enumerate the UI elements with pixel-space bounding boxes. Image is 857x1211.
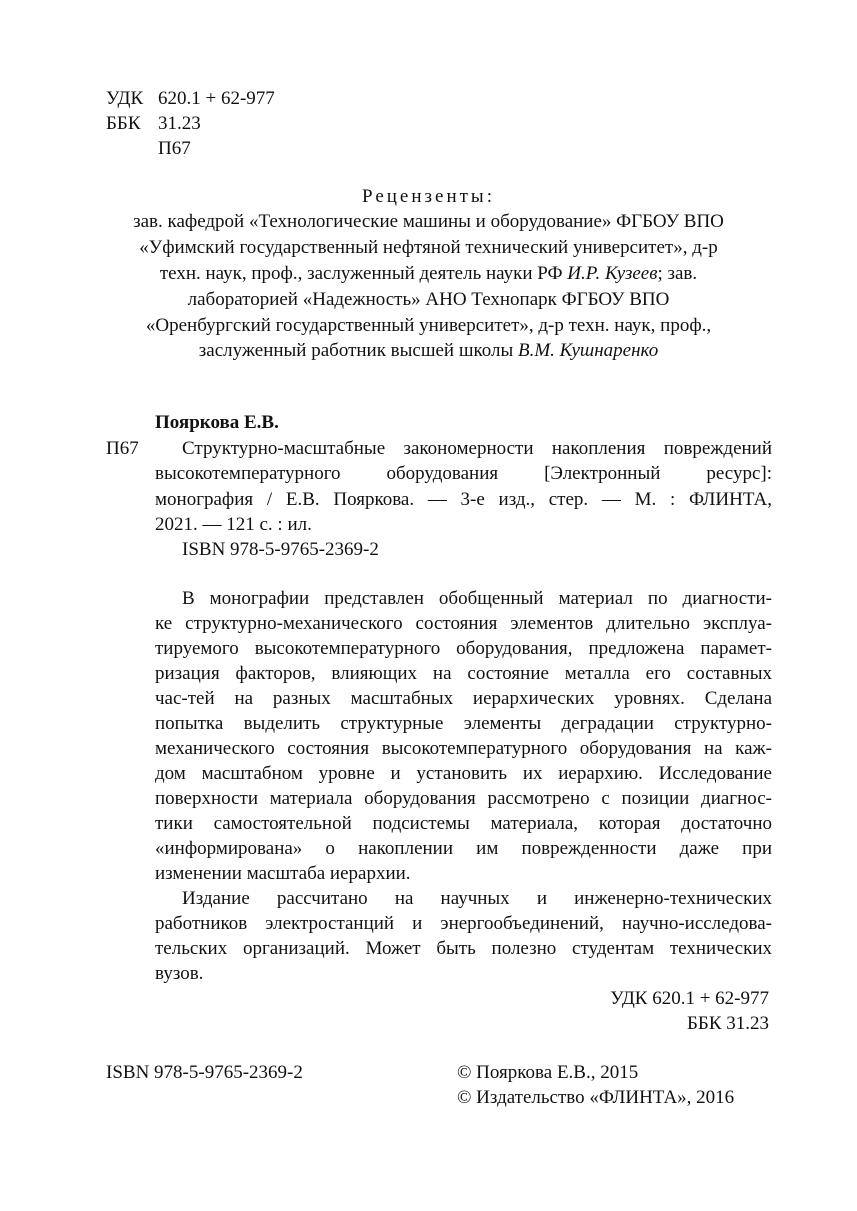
abstract-line: тики самостоятельной подсистемы материала, которая достаточно [155, 813, 772, 834]
bbk-label: ББК [106, 113, 141, 134]
bib-isbn: ISBN 978-5-9765-2369-2 [182, 539, 379, 560]
reviewer-line: лабораторией «Надежность» АНО Технопарк ФГБОУ ВПО [187, 289, 670, 310]
abstract-line: ке структурно-механического состояния элементов длительно эксплуа- [155, 613, 772, 634]
abstract-line: тируемого высокотемпературного оборудования, предложена парамет- [155, 638, 772, 659]
abstract-line: попытка выделить структурные элементы деградации структурно- [155, 713, 772, 734]
udk-code [106, 86, 275, 111]
imprint-isbn: ISBN 978-5-9765-2369-2 [106, 1062, 303, 1083]
reviewer-name: В.М. Кушнаренко [517, 340, 659, 361]
bbk-code [106, 111, 201, 136]
reviewers-heading: Рецензенты: [362, 186, 495, 207]
abstract-line: изменении масштаба иерархии. [155, 863, 411, 884]
reviewer-line-text: ; зав. [657, 263, 698, 284]
abstract-line: работников электростанций и энергообъединений, научно-исследова- [155, 913, 772, 934]
footer-udk: УДК 620.1 + 62-977 [610, 988, 769, 1009]
abstract-line: дом масштабном уровне и установить их иерархию. Исследование [155, 763, 772, 784]
reviewer-line: зав. кафедрой «Технологические машины и оборудование» ФГБОУ ВПО [133, 211, 724, 232]
udk-value: 620.1 + 62-977 [158, 88, 275, 109]
abstract-line: Издание рассчитано на научных и инженерно-технических [182, 888, 772, 909]
reviewer-line [80, 261, 777, 286]
bib-line: высокотемпературного оборудования [Электронный ресурс]: [155, 463, 772, 484]
copyright-publisher: © Издательство «ФЛИНТА», 2016 [457, 1087, 735, 1108]
udk-label: УДК [106, 88, 144, 109]
bib-line: 2021. — 121 с. : ил. [155, 514, 312, 535]
reviewer-line: «Оренбургский государственный университет», д-р техн. наук, проф., [145, 315, 712, 336]
abstract-line: В монографии представлен обобщенный материал по диагности- [182, 588, 772, 609]
abstract-line: механического состояния высокотемпературного оборудования на каж- [155, 738, 772, 759]
bib-mark: П67 [106, 438, 139, 459]
reviewer-line [80, 338, 777, 363]
bib-line: Структурно-масштабные закономерности накопления повреждений [182, 438, 772, 459]
reviewer-line: «Уфимский государственный нефтяной технический университет», д-р [139, 237, 718, 258]
reviewer-line-text: заслуженный работник высшей школы [198, 340, 518, 361]
bib-line: монография / Е.В. Пояркова. — 3-е изд., стер. — М. : ФЛИНТА, [155, 489, 772, 510]
reviewer-line-text: техн. наук, проф., заслуженный деятель науки РФ [159, 263, 568, 284]
author-mark: П67 [158, 138, 191, 159]
abstract-line: тельских организаций. Может быть полезно студентам технических [155, 938, 772, 959]
abstract-line: ризация факторов, влияющих на состояние металла его составных [155, 663, 772, 684]
copyright-author: © Пояркова Е.В., 2015 [457, 1062, 639, 1083]
bbk-value: 31.23 [158, 113, 201, 134]
abstract-line: поверхности материала оборудования рассмотрено с позиции диагнос- [155, 788, 772, 809]
bib-author: Пояркова Е.В. [155, 412, 279, 433]
abstract-line: вузов. [155, 963, 204, 984]
reviewer-name: И.Р. Кузеев [567, 263, 658, 284]
abstract-line: «информирована» о накоплении им поврежденности даже при [155, 838, 772, 859]
abstract-line: час-тей на разных масштабных иерархических уровнях. Сделана [155, 688, 772, 709]
footer-bbk: ББК 31.23 [687, 1013, 769, 1034]
